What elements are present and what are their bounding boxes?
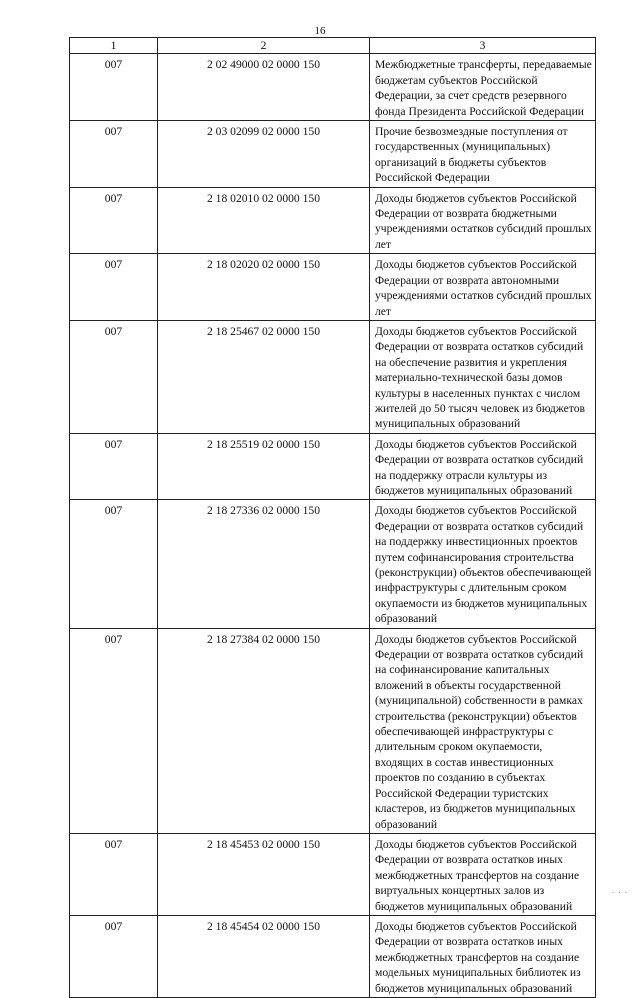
admin-code-cell: 007 [70,254,158,321]
table-row [70,628,596,833]
column-header-3: 3 [370,38,596,54]
admin-code-cell: 007 [70,433,158,500]
description-cell: Доходы бюджетов субъектов Российской Федерации от возврата автономными учреждениями остатков субсидий прошлых лет [370,254,596,321]
description-cell: Доходы бюджетов субъектов Российской Федерации от возврата остатков субсидий на поддержку инвестиционных проектов путем софинансирования строительства (реконструкции) объектов обеспечивающей инфраструктуры с длительным сроком окупаемости из бюджетов муниципальных образований [370,500,596,628]
table-row [70,500,596,628]
admin-code-cell: 007 [70,187,158,254]
table-row [70,187,596,254]
table-row [70,54,596,121]
column-header-2: 2 [158,38,370,54]
table-row [70,433,596,500]
page-number: 16 [314,25,326,37]
revenue-code-cell: 2 18 25467 02 0000 150 [158,320,370,433]
admin-code-cell: 007 [70,54,158,121]
admin-code-cell: 007 [70,500,158,628]
table-row [70,254,596,321]
table-row [70,915,596,997]
admin-code-cell: 007 [70,915,158,997]
admin-code-cell: 007 [70,833,158,915]
admin-code-cell: 007 [70,320,158,433]
column-header-1: 1 [70,38,158,54]
revenue-code-cell: 2 18 27384 02 0000 150 [158,628,370,833]
revenue-code-cell: 2 02 49000 02 0000 150 [158,54,370,121]
description-cell: Доходы бюджетов субъектов Российской Федерации от возврата бюджетными учреждениями остатков субсидий прошлых лет [370,187,596,254]
description-cell: Межбюджетные трансферты, передаваемые бюджетам субъектов Российской Федерации, за счет средств резервного фонда Президента Российской Федерации [370,54,596,121]
revenue-code-cell: 2 18 02020 02 0000 150 [158,254,370,321]
description-cell: Доходы бюджетов субъектов Российской Федерации от возврата остатков субсидий на софинансирование капитальных вложений в объекты государственной (муниципальной) собственности в рамках строительства (реконструкции) объектов обеспечивающей инфраструктуры с длительным сроком окупаемости, входящих в состав инвестиционных проектов по созданию в субъектах Российской Федерации туристских кластеров, из бюджетов муниципальных образований [370,628,596,833]
table-row [70,121,596,188]
description-cell: Прочие безвозмездные поступления от государственных (муниципальных) организаций в бюджеты субъектов Российской Федерации [370,121,596,188]
table-row [70,833,596,915]
admin-code-cell: 007 [70,121,158,188]
budget-classification-table [69,37,596,998]
scan-artifact-mark: · · · [611,889,628,897]
revenue-code-cell: 2 18 45454 02 0000 150 [158,915,370,997]
description-cell: Доходы бюджетов субъектов Российской Федерации от возврата остатков иных межбюджетных трансфертов на создание модельных муниципальных библиотек из бюджетов муниципальных образований [370,915,596,997]
admin-code-cell: 007 [70,628,158,833]
table-row [70,320,596,433]
revenue-code-cell: 2 18 25519 02 0000 150 [158,433,370,500]
table-header-row [70,38,596,54]
description-cell: Доходы бюджетов субъектов Российской Федерации от возврата остатков иных межбюджетных трансфертов на создание виртуальных концертных залов из бюджетов муниципальных образований [370,833,596,915]
description-cell: Доходы бюджетов субъектов Российской Федерации от возврата остатков субсидий на поддержку отрасли культуры из бюджетов муниципальных образований [370,433,596,500]
revenue-code-cell: 2 18 45453 02 0000 150 [158,833,370,915]
revenue-code-cell: 2 18 02010 02 0000 150 [158,187,370,254]
revenue-code-cell: 2 18 27336 02 0000 150 [158,500,370,628]
description-cell: Доходы бюджетов субъектов Российской Федерации от возврата остатков субсидий на обеспечение развития и укрепления материально-технической базы домов культуры в населенных пунктах с числом жителей до 50 тысяч человек из бюджетов муниципальных образований [370,320,596,433]
revenue-code-cell: 2 03 02099 02 0000 150 [158,121,370,188]
